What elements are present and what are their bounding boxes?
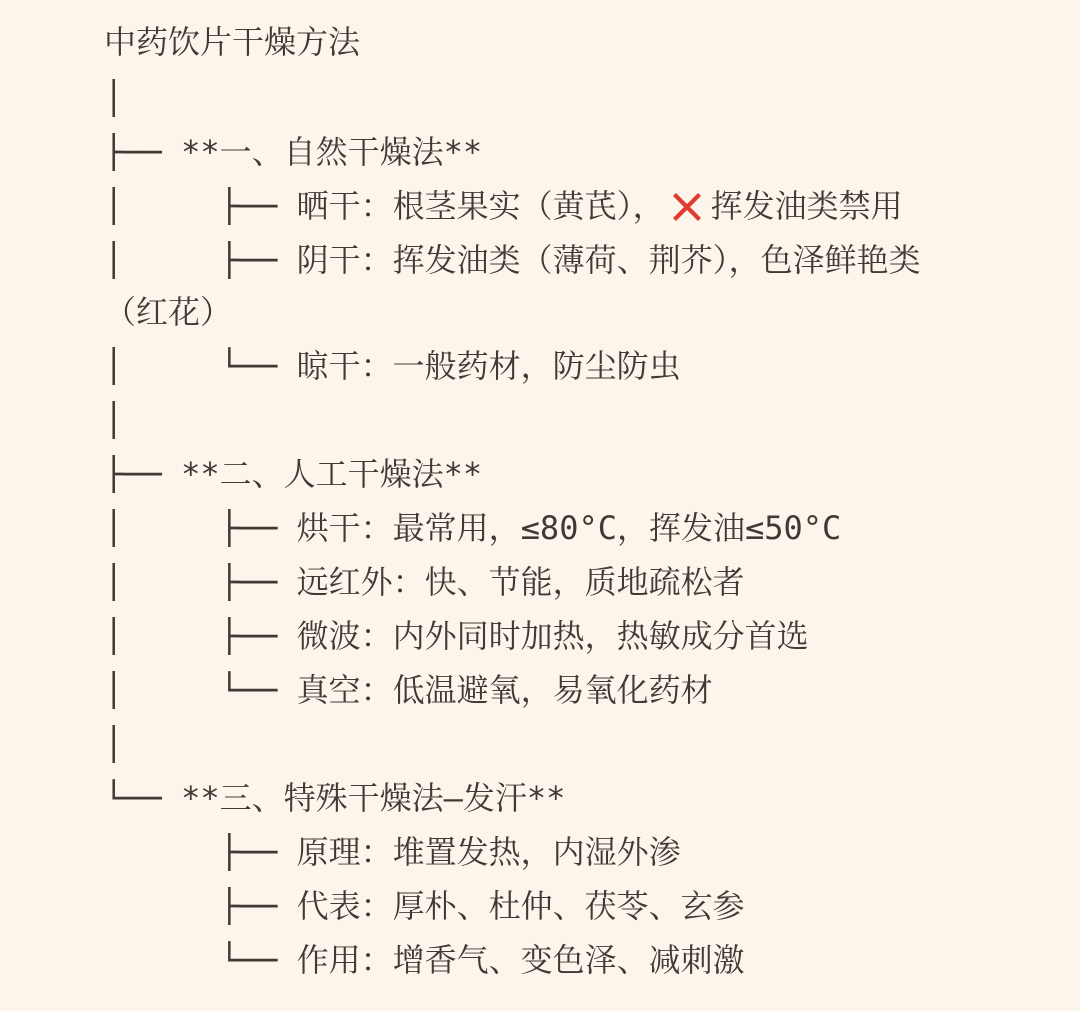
tree-item-far-infrared-drying (104, 562, 745, 602)
tree-item-effects (104, 940, 745, 980)
tree-connector-line (104, 400, 123, 440)
item-text: 代表：厚朴、杜仲、茯苓、玄参 (296, 887, 745, 925)
branch-prefix: ├── (104, 133, 182, 171)
branch-prefix: │ ├── (104, 241, 297, 279)
tree-item-wrapped-text (104, 292, 232, 332)
tree-item-representatives (104, 886, 745, 926)
branch-prefix: │ └── (104, 671, 297, 709)
section-heading-text: **一、自然干燥法** (181, 133, 483, 171)
section-heading-text: **三、特殊干燥法—发汗** (181, 779, 566, 817)
tree-item-microwave-drying (104, 616, 809, 656)
tree-item-principle (104, 832, 681, 872)
section-heading-text: **二、人工干燥法** (181, 455, 483, 493)
item-text-after-icon: 挥发油类禁用 (710, 187, 903, 225)
connector-prefix: │ (104, 79, 124, 117)
branch-prefix: │ ├── (104, 187, 297, 225)
section-heading-special-drying (104, 778, 565, 818)
item-text: 真空：低温避氧，易氧化药材 (296, 671, 713, 709)
section-heading-natural-drying (104, 132, 482, 172)
tree-item-oven-drying (104, 508, 841, 548)
tree-item-sun-drying (104, 186, 903, 226)
document-title (104, 22, 360, 62)
connector-prefix: │ (104, 401, 124, 439)
branch-prefix: ├── (104, 455, 182, 493)
branch-prefix: │ ├── (104, 509, 297, 547)
branch-prefix: └── (104, 941, 297, 979)
item-text: 原理：堆置发热，内湿外渗 (296, 833, 681, 871)
branch-prefix: ├── (104, 887, 297, 925)
branch-prefix: └── (104, 779, 182, 817)
title-text: 中药饮片干燥方法 (104, 23, 361, 61)
tree-connector-line (104, 724, 123, 764)
section-heading-artificial-drying (104, 454, 482, 494)
item-text: 晾干：一般药材，防尘防虫 (296, 347, 681, 385)
branch-prefix: ├── (104, 833, 297, 871)
item-text: （红花） (104, 293, 233, 331)
item-text: 微波：内外同时加热，热敏成分首选 (296, 617, 809, 655)
tree-item-air-drying (104, 346, 681, 386)
branch-prefix: │ ├── (104, 617, 297, 655)
cross-mark-icon (667, 185, 707, 225)
item-text: 作用：增香气、变色泽、减刺激 (296, 941, 745, 979)
item-text: 远红外：快、节能，质地疏松者 (296, 563, 745, 601)
branch-prefix: │ ├── (104, 563, 297, 601)
tree-item-vacuum-drying (104, 670, 713, 710)
connector-prefix: │ (104, 725, 124, 763)
tree-connector-line (104, 78, 123, 118)
branch-prefix: │ └── (104, 347, 297, 385)
item-text: 阴干：挥发油类（薄荷、荆芥），色泽鲜艳类 (296, 241, 921, 279)
item-text: 烘干：最常用，≤80°C，挥发油≤50°C (296, 509, 842, 547)
item-text: 晒干：根茎果实（黄芪）， (296, 187, 665, 225)
tree-item-shade-drying (104, 240, 921, 280)
